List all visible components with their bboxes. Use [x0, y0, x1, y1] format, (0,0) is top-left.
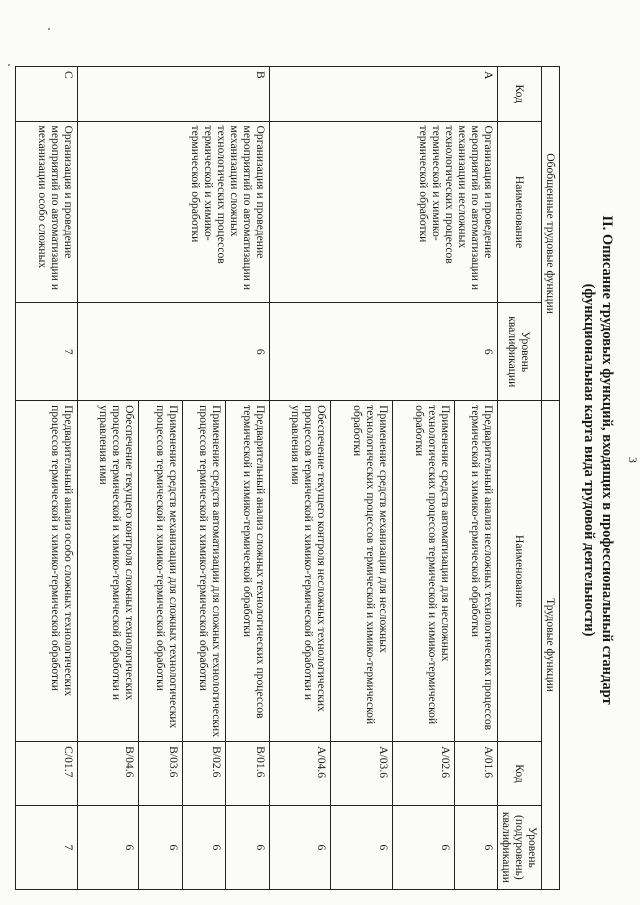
- generalized-code-cell: C: [16, 67, 78, 122]
- section-title: [580, 60, 616, 860]
- function-name-cell: Предварительный анализ несложных технологических процессов термической и химико-термической обработки: [454, 401, 497, 742]
- function-name-cell: Применение средств автоматизации для несложных технологических процессов термической и химико-термической обработки: [392, 401, 454, 742]
- function-level-cell: 6: [331, 805, 393, 889]
- header-name: Наименование: [498, 121, 542, 303]
- generalized-level-cell: 7: [16, 303, 78, 401]
- function-code-cell: B/01.6: [226, 742, 269, 806]
- function-level-cell: 6: [182, 805, 225, 889]
- function-name-cell: Обеспечение текущего контроля сложных технологических процессов термической и химико-термической обработки и управления ими: [77, 401, 139, 742]
- function-level-cell: 7: [16, 805, 78, 889]
- function-code-cell: A/03.6: [331, 742, 393, 806]
- function-code-cell: B/04.6: [77, 742, 139, 806]
- function-name-cell: Предварительный анализ сложных технологических процессов термической и химико-термической обработки: [226, 401, 269, 742]
- title-line-1: II. Описание трудовых функций, входящих в профессиональный стандарт: [599, 215, 615, 705]
- scan-speck: [8, 64, 10, 66]
- scan-speck: [48, 28, 50, 30]
- generalized-name-cell: Организация и проведение мероприятий по автоматизации и механизации несложных технологических процессов термической и химико-термической обработки: [269, 121, 497, 303]
- generalized-name-cell: Организация и проведение мероприятий по автоматизации и механизации особо сложных: [16, 121, 78, 303]
- header-labor-functions: Трудовые функции: [542, 401, 560, 890]
- function-code-cell: A/04.6: [269, 742, 331, 806]
- function-level-cell: 6: [226, 805, 269, 889]
- table-row: [16, 67, 78, 890]
- function-name-cell: Применение средств механизации для несложных технологических процессов термической и химико-термической обработки: [331, 401, 393, 742]
- table-row: [226, 67, 269, 890]
- generalized-code-cell: A: [269, 67, 497, 122]
- header-function-name: Наименование: [498, 401, 542, 742]
- header-generalized-functions: Обобщенные трудовые функции: [542, 67, 560, 401]
- function-code-cell: A/02.6: [392, 742, 454, 806]
- function-name-cell: Предварительный анализ особо сложных технологических процессов термической и химико-термической обработки: [16, 401, 78, 742]
- functional-map-table: [15, 66, 560, 890]
- generalized-level-cell: 6: [269, 303, 497, 401]
- function-level-cell: 6: [269, 805, 331, 889]
- function-level-cell: 6: [392, 805, 454, 889]
- function-name-cell: Обеспечение текущего контроля несложных технологических процессов термической и химико-термической обработки и управления ими: [269, 401, 331, 742]
- generalized-code-cell: B: [77, 67, 269, 122]
- header-function-code: Код: [498, 742, 542, 806]
- title-line-2: (функциональная карта вида трудовой деятельности): [581, 283, 597, 637]
- header-code: Код: [498, 67, 542, 122]
- page-number: 3: [626, 457, 640, 463]
- header-level: Уровень квалификации: [498, 303, 542, 401]
- generalized-name-cell: Организация и проведение мероприятий по автоматизации и механизации сложных технологических процессов термической и химико-термической обработки: [77, 121, 269, 303]
- header-function-level: Уровень (подуровень) квалификации: [498, 805, 542, 889]
- table-row: [454, 67, 497, 890]
- function-code-cell: A/01.6: [454, 742, 497, 806]
- function-code-cell: B/03.6: [139, 742, 182, 806]
- function-name-cell: Применение средств механизации для сложных технологических процессов термической и химико-термической обработки: [139, 401, 182, 742]
- function-level-cell: 6: [454, 805, 497, 889]
- function-code-cell: C/01.7: [16, 742, 78, 806]
- function-level-cell: 6: [139, 805, 182, 889]
- generalized-level-cell: 6: [77, 303, 269, 401]
- function-code-cell: B/02.6: [182, 742, 225, 806]
- function-name-cell: Применение средств автоматизации для сложных технологических процессов термической и химико-термической обработки: [182, 401, 225, 742]
- function-level-cell: 6: [77, 805, 139, 889]
